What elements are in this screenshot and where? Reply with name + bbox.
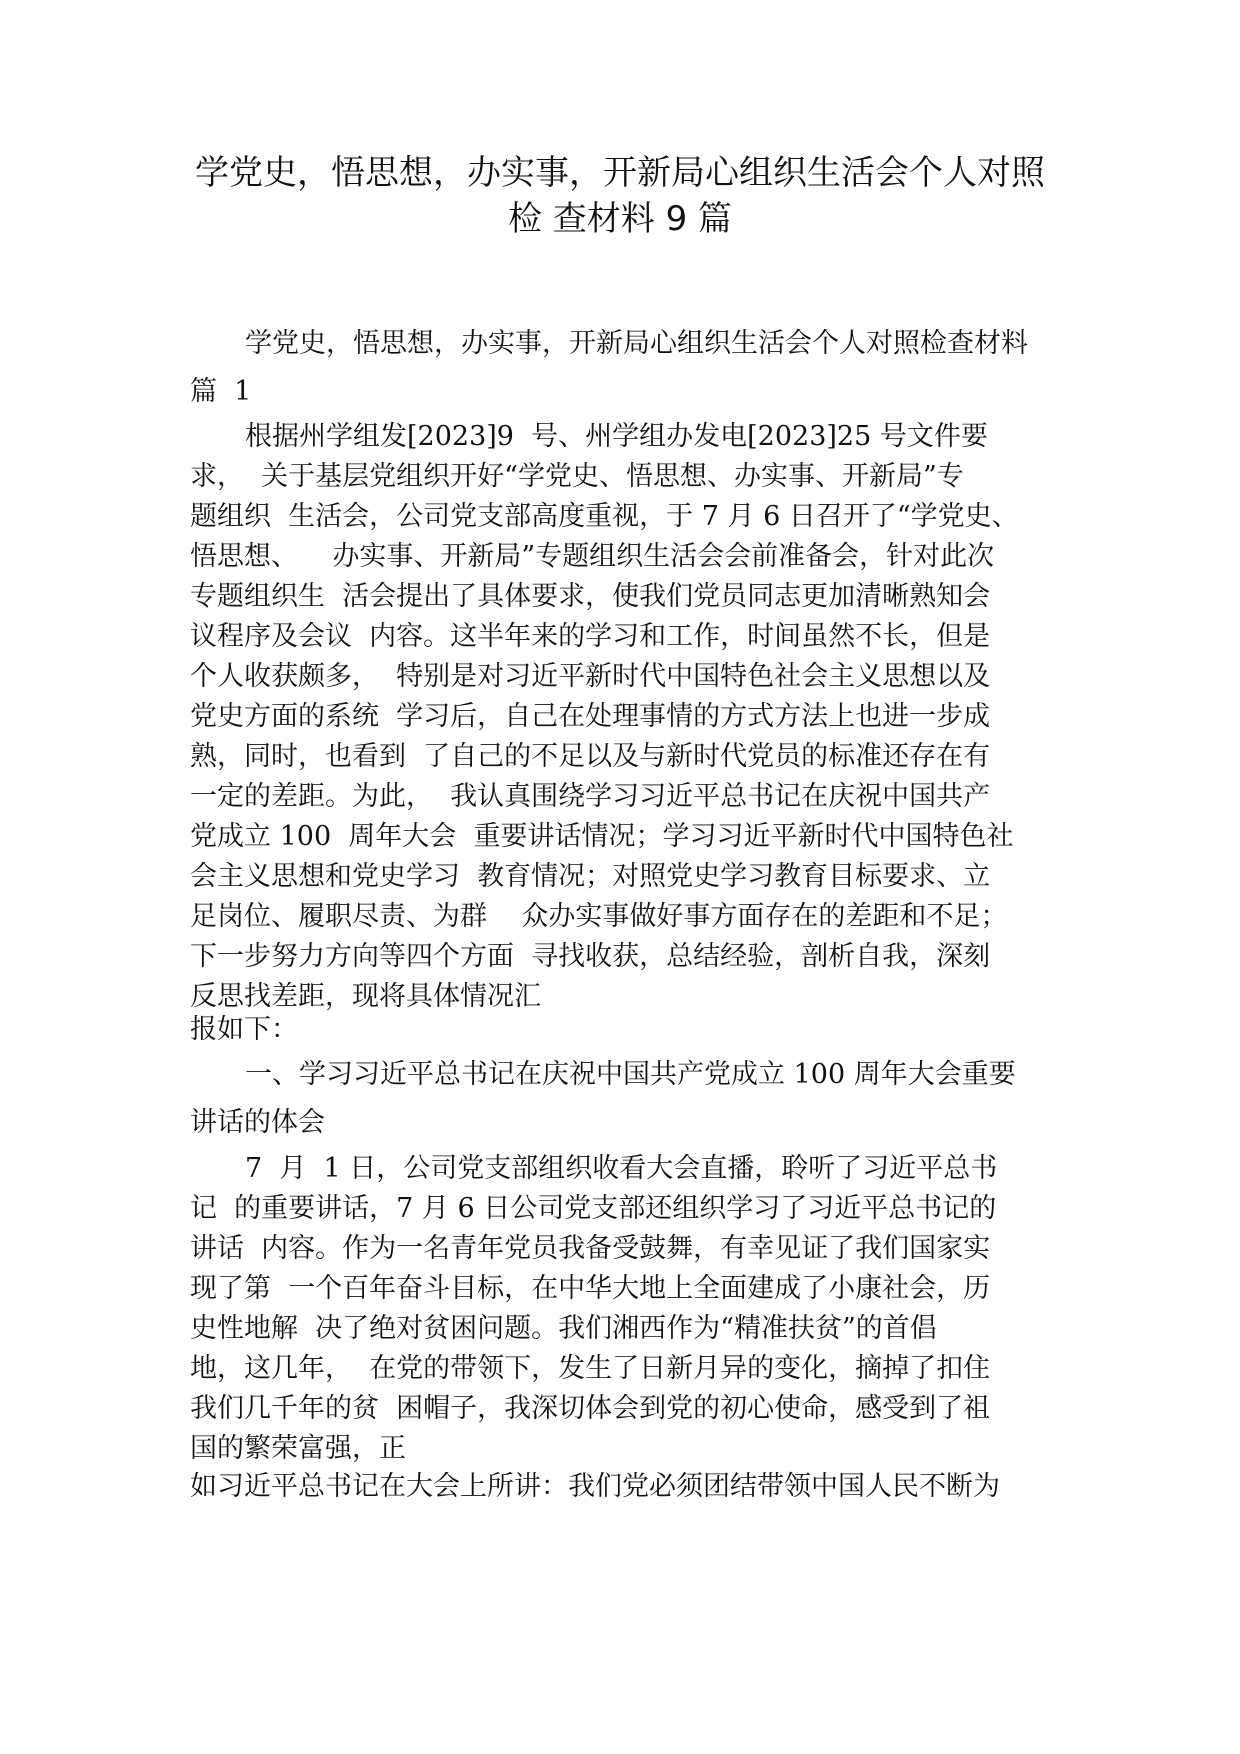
paragraph-line: 足岗位、履职尽责、为群 众办实事做好事方面存在的差距和不足； [190, 901, 1008, 932]
paragraph-line: 悟思想、 办实事、开新局”专题组织生活会会前准备会，针对此次 [190, 541, 995, 572]
section-heading-line: 学党史，悟思想，办实事，开新局心组织生活会个人对照检查材料 [245, 328, 1028, 359]
paragraph-line: 反思找差距，现将具体情况汇 [190, 981, 541, 1012]
paragraph-line: 根据州学组发[2023]9 号、州学组办发电[2023]25 号文件要 [245, 421, 988, 452]
section-heading-line: 篇 1 [190, 376, 252, 407]
paragraph-line: 国的繁荣富强，正 [190, 1433, 406, 1464]
paragraph-line: 我们几千年的贫 困帽子，我深切体会到党的初心使命，感受到了祖 [190, 1393, 991, 1424]
paragraph-line: 熟，同时，也看到 了自己的不足以及与新时代党员的标准还存在有 [190, 741, 991, 772]
paragraph-line: 求， 关于基层党组织开好“学党史、悟思想、办实事、开新局”专 [190, 461, 964, 492]
paragraph-line: 讲话 内容。作为一名青年党员我备受鼓舞，有幸见证了我们国家实 [190, 1233, 991, 1264]
section-heading-line: 一、学习习近平总书记在庆祝中国共产党成立 100 周年大会重要 [245, 1059, 1016, 1090]
paragraph-line: 题组织 生活会，公司党支部高度重视，于 7 月 6 日召开了“学党史、 [190, 501, 1019, 532]
paragraph-line: 一定的差距。为此， 我认真围绕学习习近平总书记在庆祝中国共产 [190, 781, 991, 812]
paragraph-line: 报如下： [190, 1014, 298, 1045]
paragraph-line: 专题组织生 活会提出了具体要求，使我们党员同志更加清晰熟知会 [190, 581, 991, 612]
paragraph-line: 党史方面的系统 学习后，自己在处理事情的方式方法上也进一步成 [190, 701, 991, 732]
paragraph-line: 地，这几年， 在党的带领下，发生了日新月异的变化，摘掉了扣住 [190, 1353, 991, 1384]
paragraph-line: 个人收获颇多， 特别是对习近平新时代中国特色社会主义思想以及 [190, 661, 991, 692]
paragraph-line: 记 的重要讲话，7 月 6 日公司党支部还组织学习了习近平总书记的 [190, 1193, 997, 1224]
paragraph-line: 会主义思想和党史学习 教育情况；对照党史学习教育目标要求、立 [190, 861, 991, 892]
section-heading-line: 讲话的体会 [190, 1107, 325, 1138]
paragraph-line: 议程序及会议 内容。这半年来的学习和工作，时间虽然不长，但是 [190, 621, 991, 652]
paragraph-line: 下一步努力方向等四个方面 寻找收获，总结经验，剖析自我，深刻 [190, 941, 991, 972]
title-line-2: 检 查材料 9 篇 [507, 199, 733, 239]
paragraph-line: 现了第 一个百年奋斗目标，在中华大地上全面建成了小康社会，历 [190, 1273, 991, 1304]
paragraph-line: 7 月 1 日，公司党支部组织收看大会直播，聆听了习近平总书 [245, 1153, 998, 1184]
title-line-1: 学党史，悟思想，办实事，开新局心组织生活会个人对照 [195, 153, 1045, 193]
paragraph-line: 如习近平总书记在大会上所讲：我们党必须团结带领中国人民不断为 [190, 1471, 1000, 1502]
paragraph-line: 史性地解 决了绝对贫困问题。我们湘西作为“精准扶贫”的首倡 [190, 1313, 937, 1344]
paragraph-line: 党成立 100 周年大会 重要讲话情况；学习习近平新时代中国特色社 [190, 821, 1014, 852]
